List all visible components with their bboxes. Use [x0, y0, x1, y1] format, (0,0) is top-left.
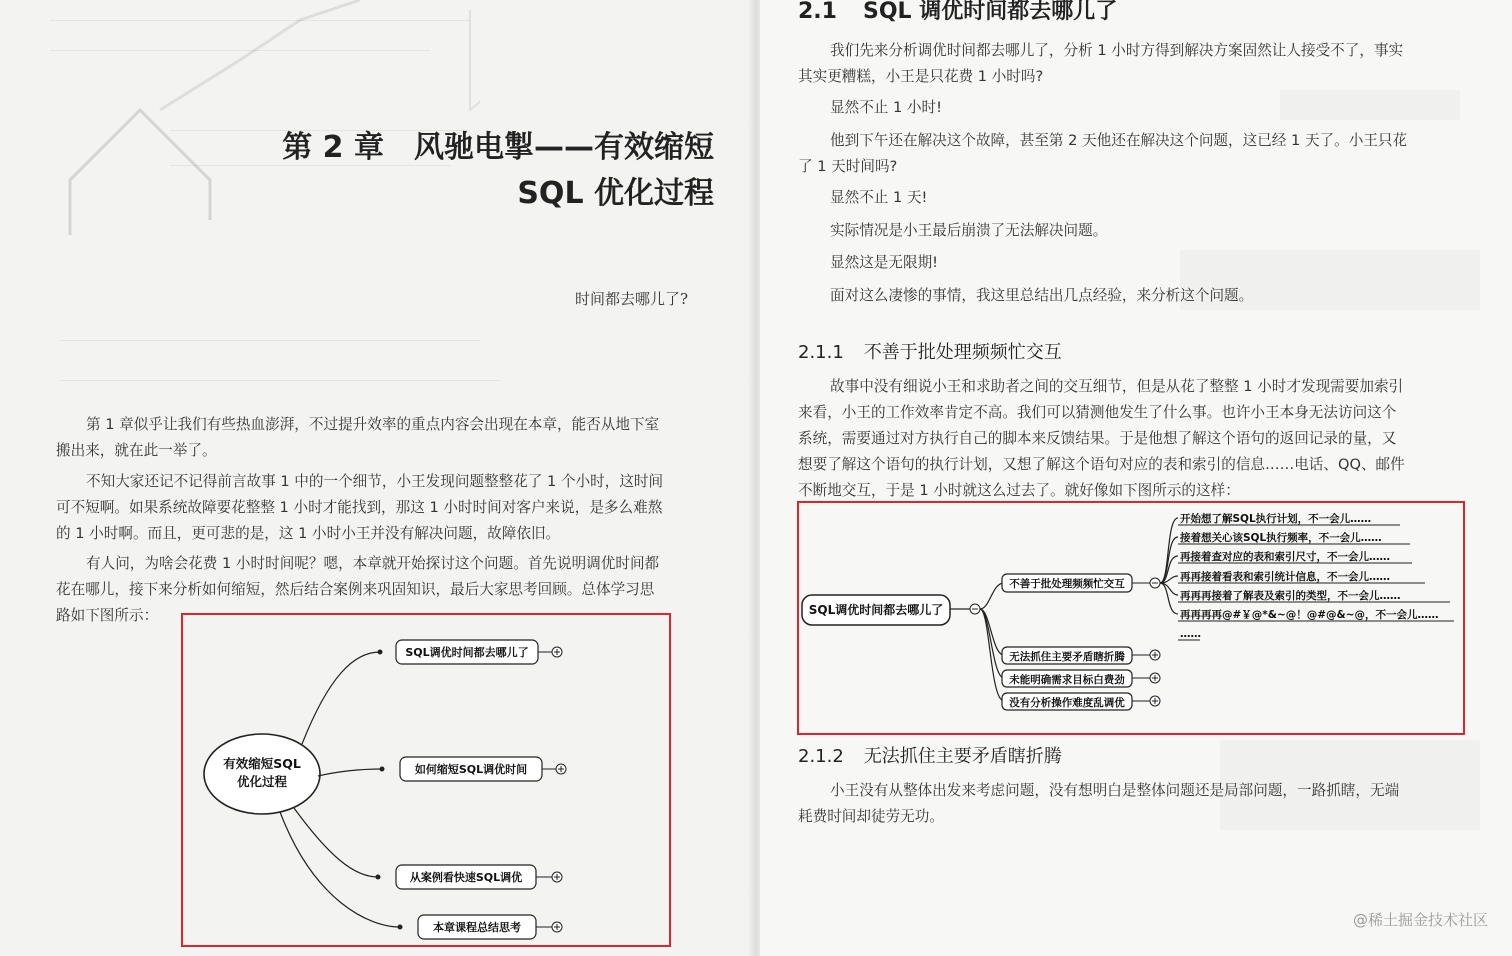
mindmap-branch-label: 无法抓住主要矛盾瞎折腾	[1009, 651, 1125, 663]
expand-icon[interactable]	[536, 872, 562, 882]
text-line: 显然这是无限期!	[830, 254, 939, 271]
subsection-heading	[798, 338, 1062, 364]
paragraph	[798, 778, 1458, 830]
text-line: 可不短啊。如果系统故障要花整整 1 小时才能找到，那这 1 小时时间对客户来说，是多么难熬	[56, 499, 663, 516]
text-line: 系统，需要通过对方执行自己的脚本来反馈结果。于是他想了解这个语句的返回记录的量，又	[798, 430, 1397, 447]
paragraph	[798, 218, 1458, 244]
expand-icon[interactable]	[542, 764, 566, 774]
text-line: 显然不止 1 小时!	[830, 99, 942, 116]
paragraph	[798, 38, 1458, 90]
mindmap-leaf-label: 接着想关心该SQL执行频率，不一会儿……	[1180, 532, 1382, 544]
mindmap-leaf-label: ……	[1180, 628, 1201, 640]
mindmap-leaf-label: 再再接着看表和索引统计信息，不一会儿……	[1180, 571, 1390, 583]
text-line: 路如下图所示：	[56, 607, 159, 624]
subsection-number: 2.1.1	[798, 342, 844, 363]
text-line: 第 1 章似乎让我们有些热血澎湃，不过提升效率的重点内容会出现在本章，能否从地下室	[86, 416, 660, 433]
mindmap-connector	[980, 609, 1004, 701]
mindmap-connector	[302, 652, 380, 744]
mindmap-center-label: 有效缩短SQL	[223, 756, 301, 771]
expand-icon[interactable]	[536, 922, 562, 932]
mindmap-connector	[294, 808, 378, 877]
paragraph	[798, 185, 1458, 211]
text-line: 故事中没有细说小王和求助者之间的交互细节，但是从花了整整 1 小时才发现需要加索引	[830, 378, 1404, 395]
epigraph: 时间都去哪儿了?	[574, 290, 688, 308]
chapter-title-line1: 第 2 章 风驰电掣——有效缩短	[282, 130, 714, 165]
paragraph	[798, 128, 1458, 180]
text-line: 花在哪儿，接下来分析如何缩短，然后结合案例来巩固知识，最后大家思考回顾。总体学习思	[56, 581, 655, 598]
mindmap-leaf-label: 再接着查对应的表和索引尺寸，不一会儿……	[1180, 551, 1390, 563]
text-line: 他到下午还在解决这个故障，甚至第 2 天他还在解决这个问题，这已经 1 天了。小王只花	[830, 132, 1408, 149]
paragraph	[798, 95, 1458, 121]
mindmap-branch-label: SQL调优时间都去哪儿了	[405, 646, 529, 659]
mindmap-leaf-label: 开始想了解SQL执行计划，不一会儿……	[1180, 513, 1372, 525]
text-line: 显然不止 1 天!	[830, 189, 928, 206]
expand-icon[interactable]	[1132, 696, 1160, 706]
mindmap-connector	[1160, 556, 1178, 583]
text-line: 实际情况是小王最后崩溃了无法解决问题。	[830, 222, 1108, 239]
text-line: 耗费时间却徒劳无功。	[798, 808, 944, 825]
mindmap-branch-label: 未能明确需求目标白费劲	[1009, 674, 1125, 686]
mindmap-branch-label: 从案例看快速SQL调优	[409, 871, 523, 884]
timesink-mindmap	[800, 504, 1460, 730]
text-line: 我们先来分析调优时间都去哪儿了，分析 1 小时方得到解决方案固然让人接受不了，事实	[830, 42, 1404, 59]
paragraph	[798, 283, 1458, 309]
ghost-line	[60, 380, 500, 381]
mindmap-connector	[1160, 583, 1178, 595]
paragraph	[798, 250, 1458, 276]
mindmap-dot	[378, 650, 383, 655]
text-line: 了 1 天时间吗?	[798, 158, 898, 175]
expand-icon[interactable]	[1132, 673, 1160, 683]
mindmap-branch-label: 本章课程总结思考	[433, 921, 521, 934]
section-title: SQL 调优时间都去哪儿了	[862, 0, 1118, 24]
mindmap-root-label: SQL调优时间都去哪儿了	[808, 603, 944, 617]
text-line: 不知大家还记不记得前言故事 1 中的一个细节，小王发现问题整整花了 1 个小时，这时间	[86, 473, 664, 490]
paragraph	[56, 469, 716, 547]
text-line: 的 1 小时啊。而且，更可悲的是，这 1 小时小王并没有解决问题，故障依旧。	[56, 525, 561, 542]
text-line: 其实更糟糕，小王是只花费 1 小时吗?	[798, 68, 1044, 85]
ghost-line	[60, 340, 480, 341]
text-line: 面对这么凄惨的事情，我这里总结出几点经验，来分析这个问题。	[830, 287, 1254, 304]
subsection-title: 不善于批处理频频忙交互	[863, 342, 1062, 363]
text-line: 小王没有从整体出发来考虑问题，没有想明白是整体问题还是局部问题，一路抓瞎，无端	[830, 782, 1400, 799]
text-line: 想要了解这个语句的执行计划，又想了解这个语句对应的表和索引的信息……电话、QQ、邮件	[798, 456, 1405, 473]
mindmap-dot	[398, 925, 403, 930]
mindmap-center-label: 优化过程	[236, 774, 288, 789]
right-page	[760, 0, 1512, 956]
mindmap-connector	[318, 769, 382, 776]
text-line: 来看，小王的工作效率肯定不高。我们可以猜测他发生了什么事。也许小王本身无法访问这个	[798, 404, 1397, 421]
mindmap-branch-label: 不善于批处理频频忙交互	[1009, 578, 1125, 590]
text-line: 有人问，为啥会花费 1 小时时间呢？嗯，本章就开始探讨这个问题。首先说明调优时间都	[86, 555, 660, 572]
paragraph	[798, 374, 1458, 504]
mindmap-leaf-label: 再再再接着了解表及索引的类型，不一会儿……	[1180, 590, 1401, 602]
mindmap-connector	[280, 812, 400, 927]
chapter-title-line2: SQL 优化过程	[517, 176, 714, 211]
mindmap-branch-label: 如何缩短SQL调优时间	[414, 763, 528, 776]
mindmap-dot	[380, 767, 385, 772]
subsection-title: 无法抓住主要矛盾瞎折腾	[863, 746, 1062, 767]
paragraph	[56, 412, 716, 464]
mindmap-connector	[980, 583, 1004, 609]
mindmap-dot	[376, 875, 381, 880]
site-watermark: @稀土掘金技术社区	[1352, 911, 1488, 929]
mindmap-leaf-label: 再再再再@#￥@*&~@！@#@&~@，不一会儿……	[1180, 609, 1439, 621]
expand-icon[interactable]	[538, 647, 562, 657]
collapse-icon[interactable]	[970, 604, 980, 614]
mindmap-branch-label: 没有分析操作难度乱调优	[1009, 697, 1125, 709]
subsection-number: 2.1.2	[798, 746, 844, 767]
text-line: 搬出来，就在此一举了。	[56, 442, 217, 459]
text-line: 不断地交互，于是 1 小时就这么过去了。就好像如下图所示的这样：	[798, 482, 1240, 499]
expand-icon[interactable]	[1132, 650, 1160, 660]
mindmap-connector	[1160, 518, 1178, 583]
subsection-heading	[798, 742, 1062, 768]
left-page	[0, 0, 752, 956]
chapter-mindmap	[184, 616, 666, 942]
section-number: 2.1	[798, 0, 837, 24]
collapse-icon[interactable]	[1150, 578, 1160, 588]
section-heading	[798, 0, 1117, 25]
